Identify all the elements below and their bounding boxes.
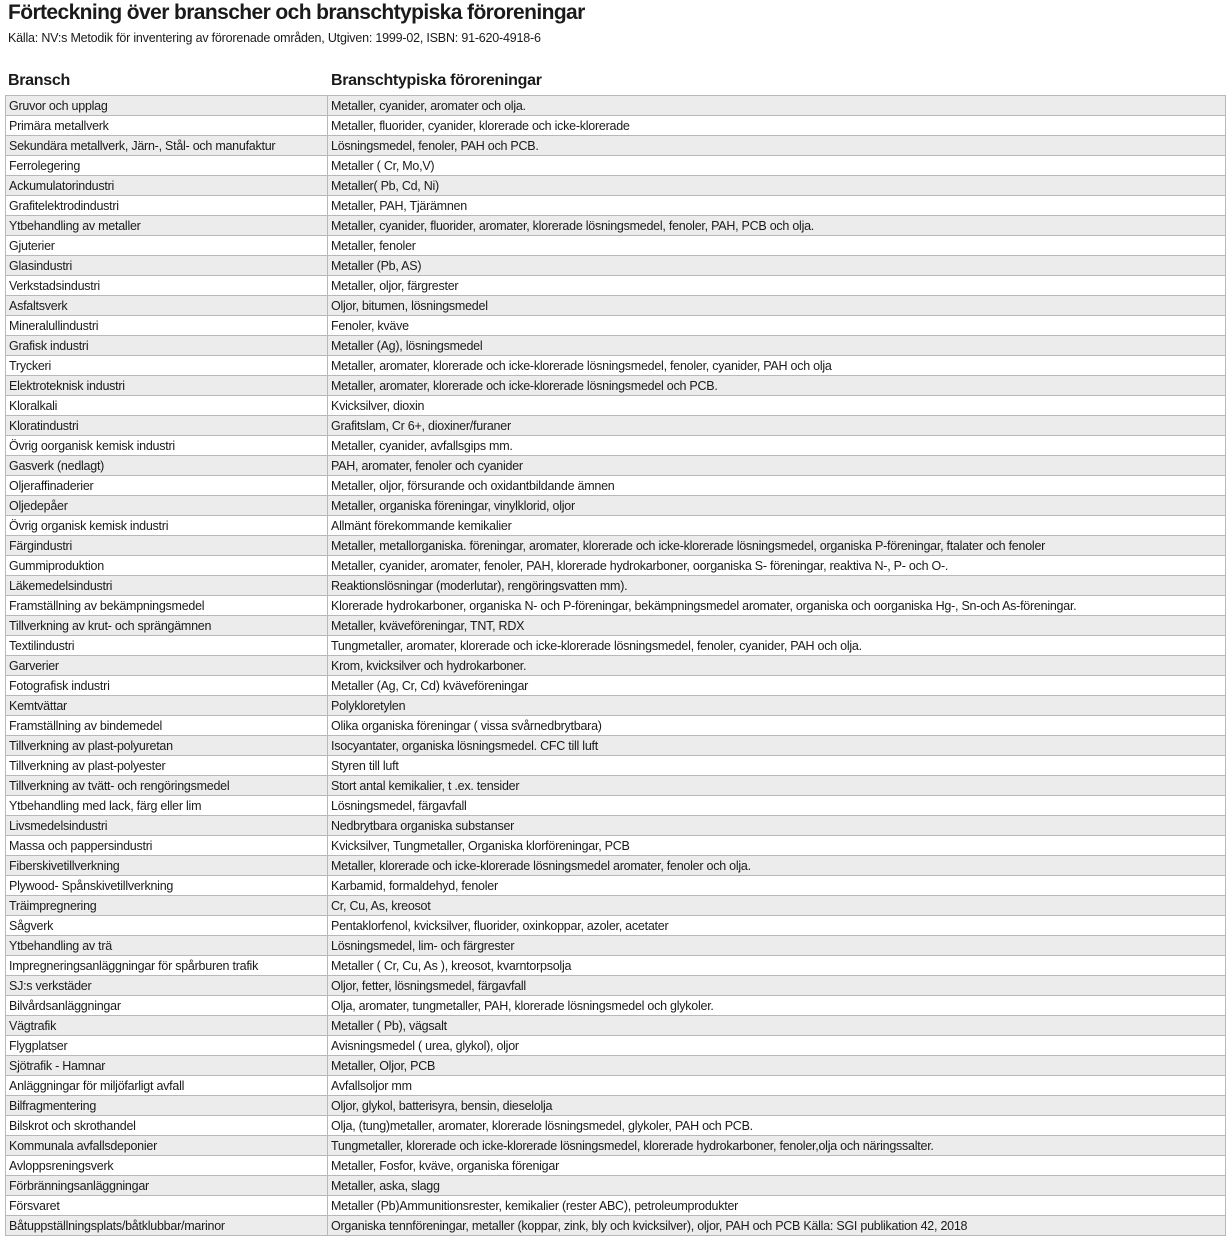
- branch-cell: Vägtrafik: [6, 1016, 328, 1036]
- table-header: [5, 70, 1225, 94]
- table-row: [6, 356, 1226, 376]
- branch-cell: Träimpregnering: [6, 896, 328, 916]
- table-row: [6, 1016, 1226, 1036]
- table-row: [6, 976, 1226, 996]
- source-line: Källa: NV:s Metodik för inventering av förorenade områden, Utgiven: 1999-02, ISBN: 91-620-4918-6: [8, 31, 541, 45]
- pollutants-cell: Stort antal kemikalier, t .ex. tensider: [328, 776, 1226, 796]
- table-row: [6, 316, 1226, 336]
- pollutants-cell: Oljor, glykol, batterisyra, bensin, dieselolja: [328, 1096, 1226, 1116]
- pollutants-cell: Lösningsmedel, färgavfall: [328, 796, 1226, 816]
- table-row: [6, 656, 1226, 676]
- pollutants-cell: Polykloretylen: [328, 696, 1226, 716]
- pollutants-cell: Cr, Cu, As, kreosot: [328, 896, 1226, 916]
- table-row: [6, 736, 1226, 756]
- table-row: [6, 416, 1226, 436]
- table-row: [6, 1216, 1226, 1236]
- pollutants-cell: Metaller, cyanider, avfallsgips mm.: [328, 436, 1226, 456]
- table-row: [6, 276, 1226, 296]
- branch-cell: Flygplatser: [6, 1036, 328, 1056]
- table-row: [6, 676, 1226, 696]
- pollutants-cell: Metaller, cyanider, aromater och olja.: [328, 96, 1226, 116]
- pollutants-cell: Metaller ( Cr, Cu, As ), kreosot, kvarntorpsolja: [328, 956, 1226, 976]
- table-row: [6, 756, 1226, 776]
- table-row: [6, 376, 1226, 396]
- branch-cell: Sjötrafik - Hamnar: [6, 1056, 328, 1076]
- pollutants-table: [5, 95, 1226, 1236]
- table-body: [6, 96, 1226, 1236]
- branch-cell: Anläggningar för miljöfarligt avfall: [6, 1076, 328, 1096]
- table-row: [6, 856, 1226, 876]
- pollutants-cell: Metaller, aska, slagg: [328, 1176, 1226, 1196]
- pollutants-cell: Isocyantater, organiska lösningsmedel. CFC till luft: [328, 736, 1226, 756]
- branch-cell: Livsmedelsindustri: [6, 816, 328, 836]
- branch-cell: Ferrolegering: [6, 156, 328, 176]
- pollutants-cell: Tungmetaller, aromater, klorerade och icke-klorerade lösningsmedel, fenoler, cyanider, PAH och olja.: [328, 636, 1226, 656]
- table-row: [6, 216, 1226, 236]
- table-row: [6, 196, 1226, 216]
- pollutants-cell: Organiska tennföreningar, metaller (koppar, zink, bly och kvicksilver), oljor, PAH och PCB Källa: SGI publikation 42, 2018: [328, 1216, 1226, 1236]
- branch-cell: Plywood- Spånskivetillverkning: [6, 876, 328, 896]
- pollutants-cell: Grafitslam, Cr 6+, dioxiner/furaner: [328, 416, 1226, 436]
- pollutants-cell: Kvicksilver, dioxin: [328, 396, 1226, 416]
- pollutants-cell: Tungmetaller, klorerade och icke-klorerade lösningsmedel, klorerade hydrokarboner, fenoler,olja och näringssalter.: [328, 1136, 1226, 1156]
- table-row: [6, 916, 1226, 936]
- pollutants-cell: Metaller, fluorider, cyanider, klorerade och icke-klorerade: [328, 116, 1226, 136]
- branch-cell: SJ:s verkstäder: [6, 976, 328, 996]
- pollutants-cell: Metaller ( Cr, Mo,V): [328, 156, 1226, 176]
- pollutants-cell: Metaller (Pb, AS): [328, 256, 1226, 276]
- table-row: [6, 956, 1226, 976]
- table-row: [6, 396, 1226, 416]
- pollutants-cell: Metaller, oljor, försurande och oxidantbildande ämnen: [328, 476, 1226, 496]
- table-row: [6, 136, 1226, 156]
- page-title: Förteckning över branscher och branschtypiska föroreningar: [8, 1, 585, 24]
- pollutants-cell: Metaller, metallorganiska. föreningar, aromater, klorerade och icke-klorerade lösningsmedel, organiska P-föreningar, ftalater och fenoler: [328, 536, 1226, 556]
- table-row: [6, 456, 1226, 476]
- branch-cell: Övrig oorganisk kemisk industri: [6, 436, 328, 456]
- column-header-branch: Bransch: [8, 72, 70, 89]
- pollutants-cell: Metaller (Ag), lösningsmedel: [328, 336, 1226, 356]
- branch-cell: Båtuppställningsplats/båtklubbar/marinor: [6, 1216, 328, 1236]
- table-row: [6, 1076, 1226, 1096]
- pollutants-cell: Olika organiska föreningar ( vissa svårnedbrytbara): [328, 716, 1226, 736]
- table-row: [6, 716, 1226, 736]
- table-row: [6, 1056, 1226, 1076]
- pollutants-cell: Klorerade hydrokarboner, organiska N- och P-föreningar, bekämpningsmedel aromater, organiska och oorganiska Hg-, Sn-och As-föreningar.: [328, 596, 1226, 616]
- pollutants-cell: Metaller, Fosfor, kväve, organiska förenigar: [328, 1156, 1226, 1176]
- table-row: [6, 696, 1226, 716]
- pollutants-cell: Olja, aromater, tungmetaller, PAH, klorerade lösningsmedel och glykoler.: [328, 996, 1226, 1016]
- branch-cell: Framställning av bindemedel: [6, 716, 328, 736]
- table-row: [6, 836, 1226, 856]
- branch-cell: Gummiproduktion: [6, 556, 328, 576]
- table-row: [6, 476, 1226, 496]
- table-row: [6, 1176, 1226, 1196]
- table-row: [6, 816, 1226, 836]
- table-row: [6, 236, 1226, 256]
- pollutants-cell: Metaller, klorerade och icke-klorerade lösningsmedel aromater, fenoler och olja.: [328, 856, 1226, 876]
- branch-cell: Avloppsreningsverk: [6, 1156, 328, 1176]
- pollutants-cell: Styren till luft: [328, 756, 1226, 776]
- pollutants-cell: Metaller, aromater, klorerade och icke-klorerade lösningsmedel och PCB.: [328, 376, 1226, 396]
- branch-cell: Garverier: [6, 656, 328, 676]
- pollutants-cell: Metaller, organiska föreningar, vinylklorid, oljor: [328, 496, 1226, 516]
- branch-cell: Tryckeri: [6, 356, 328, 376]
- table-row: [6, 936, 1226, 956]
- pollutants-cell: Metaller ( Pb), vägsalt: [328, 1016, 1226, 1036]
- pollutants-cell: Metaller, fenoler: [328, 236, 1226, 256]
- branch-cell: Övrig organisk kemisk industri: [6, 516, 328, 536]
- branch-cell: Textilindustri: [6, 636, 328, 656]
- pollutants-cell: Reaktionslösningar (moderlutar), rengöringsvatten mm).: [328, 576, 1226, 596]
- branch-cell: Ackumulatorindustri: [6, 176, 328, 196]
- table-row: [6, 96, 1226, 116]
- table-row: [6, 436, 1226, 456]
- branch-cell: Försvaret: [6, 1196, 328, 1216]
- branch-cell: Förbränningsanläggningar: [6, 1176, 328, 1196]
- table-row: [6, 1096, 1226, 1116]
- branch-cell: Verkstadsindustri: [6, 276, 328, 296]
- branch-cell: Bilskrot och skrothandel: [6, 1116, 328, 1136]
- pollutants-cell: Metaller (Pb)Ammunitionsrester, kemikalier (rester ABC), petroleumprodukter: [328, 1196, 1226, 1216]
- branch-cell: Mineralullindustri: [6, 316, 328, 336]
- pollutants-cell: PAH, aromater, fenoler och cyanider: [328, 456, 1226, 476]
- branch-cell: Massa och pappersindustri: [6, 836, 328, 856]
- pollutants-cell: Pentaklorfenol, kvicksilver, fluorider, oxinkoppar, azoler, acetater: [328, 916, 1226, 936]
- table-row: [6, 296, 1226, 316]
- table-row: [6, 256, 1226, 276]
- branch-cell: Gruvor och upplag: [6, 96, 328, 116]
- pollutants-cell: Krom, kvicksilver och hydrokarboner.: [328, 656, 1226, 676]
- pollutants-cell: Kvicksilver, Tungmetaller, Organiska klorföreningar, PCB: [328, 836, 1226, 856]
- table-row: [6, 636, 1226, 656]
- branch-cell: Kloralkali: [6, 396, 328, 416]
- pollutants-cell: Oljor, fetter, lösningsmedel, färgavfall: [328, 976, 1226, 996]
- pollutants-cell: Nedbrytbara organiska substanser: [328, 816, 1226, 836]
- table-row: [6, 1036, 1226, 1056]
- branch-cell: Impregneringsanläggningar för spårburen trafik: [6, 956, 328, 976]
- pollutants-cell: Allmänt förekommande kemikalier: [328, 516, 1226, 536]
- table-row: [6, 176, 1226, 196]
- table-row: [6, 1116, 1226, 1136]
- branch-cell: Sekundära metallverk, Järn-, Stål- och manufaktur: [6, 136, 328, 156]
- pollutants-cell: Metaller (Ag, Cr, Cd) kväveföreningar: [328, 676, 1226, 696]
- pollutants-cell: Metaller, cyanider, fluorider, aromater, klorerade lösningsmedel, fenoler, PAH, PCB och olja.: [328, 216, 1226, 236]
- pollutants-cell: Fenoler, kväve: [328, 316, 1226, 336]
- branch-cell: Grafisk industri: [6, 336, 328, 356]
- table-row: [6, 516, 1226, 536]
- pollutants-cell: Avfallsoljor mm: [328, 1076, 1226, 1096]
- pollutants-cell: Metaller, PAH, Tjärämnen: [328, 196, 1226, 216]
- table-row: [6, 116, 1226, 136]
- branch-cell: Tillverkning av plast-polyester: [6, 756, 328, 776]
- table-row: [6, 556, 1226, 576]
- table-row: [6, 496, 1226, 516]
- table-row: [6, 896, 1226, 916]
- pollutants-cell: Metaller, Oljor, PCB: [328, 1056, 1226, 1076]
- pollutants-cell: Olja, (tung)metaller, aromater, klorerade lösningsmedel, glykoler, PAH och PCB.: [328, 1116, 1226, 1136]
- branch-cell: Gjuterier: [6, 236, 328, 256]
- branch-cell: Färgindustri: [6, 536, 328, 556]
- branch-cell: Gasverk (nedlagt): [6, 456, 328, 476]
- pollutants-cell: Karbamid, formaldehyd, fenoler: [328, 876, 1226, 896]
- branch-cell: Kloratindustri: [6, 416, 328, 436]
- pollutants-cell: Avisningsmedel ( urea, glykol), oljor: [328, 1036, 1226, 1056]
- table-row: [6, 876, 1226, 896]
- branch-cell: Sågverk: [6, 916, 328, 936]
- branch-cell: Ytbehandling av trä: [6, 936, 328, 956]
- table-row: [6, 536, 1226, 556]
- branch-cell: Bilvårdsanläggningar: [6, 996, 328, 1016]
- table-row: [6, 796, 1226, 816]
- branch-cell: Grafitelektrodindustri: [6, 196, 328, 216]
- column-header-pollutants: Branschtypiska föroreningar: [331, 72, 542, 89]
- branch-cell: Asfaltsverk: [6, 296, 328, 316]
- branch-cell: Oljeraffinaderier: [6, 476, 328, 496]
- branch-cell: Primära metallverk: [6, 116, 328, 136]
- pollutants-cell: Metaller( Pb, Cd, Ni): [328, 176, 1226, 196]
- table-row: [6, 996, 1226, 1016]
- pollutants-cell: Lösningsmedel, lim- och färgrester: [328, 936, 1226, 956]
- table-row: [6, 1156, 1226, 1176]
- pollutants-cell: Metaller, oljor, färgrester: [328, 276, 1226, 296]
- pollutants-cell: Metaller, kväveföreningar, TNT, RDX: [328, 616, 1226, 636]
- branch-cell: Glasindustri: [6, 256, 328, 276]
- branch-cell: Fotografisk industri: [6, 676, 328, 696]
- branch-cell: Oljedepåer: [6, 496, 328, 516]
- pollutants-cell: Oljor, bitumen, lösningsmedel: [328, 296, 1226, 316]
- table-row: [6, 156, 1226, 176]
- branch-cell: Tillverkning av tvätt- och rengöringsmedel: [6, 776, 328, 796]
- branch-cell: Tillverkning av krut- och sprängämnen: [6, 616, 328, 636]
- branch-cell: Tillverkning av plast-polyuretan: [6, 736, 328, 756]
- branch-cell: Ytbehandling av metaller: [6, 216, 328, 236]
- branch-cell: Kommunala avfallsdeponier: [6, 1136, 328, 1156]
- pollutants-cell: Metaller, cyanider, aromater, fenoler, PAH, klorerade hydrokarboner, oorganiska S- föreningar, reaktiva N-, P- och O-.: [328, 556, 1226, 576]
- table-row: [6, 576, 1226, 596]
- pollutants-cell: Metaller, aromater, klorerade och icke-klorerade lösningsmedel, fenoler, cyanider, PAH och olja: [328, 356, 1226, 376]
- branch-cell: Kemtvättar: [6, 696, 328, 716]
- branch-cell: Bilfragmentering: [6, 1096, 328, 1116]
- pollutants-cell: Lösningsmedel, fenoler, PAH och PCB.: [328, 136, 1226, 156]
- table-row: [6, 596, 1226, 616]
- branch-cell: Fiberskivetillverkning: [6, 856, 328, 876]
- branch-cell: Ytbehandling med lack, färg eller lim: [6, 796, 328, 816]
- table-row: [6, 1136, 1226, 1156]
- branch-cell: Läkemedelsindustri: [6, 576, 328, 596]
- branch-cell: Elektroteknisk industri: [6, 376, 328, 396]
- table-row: [6, 1196, 1226, 1216]
- table-row: [6, 776, 1226, 796]
- branch-cell: Framställning av bekämpningsmedel: [6, 596, 328, 616]
- table-row: [6, 616, 1226, 636]
- table-row: [6, 336, 1226, 356]
